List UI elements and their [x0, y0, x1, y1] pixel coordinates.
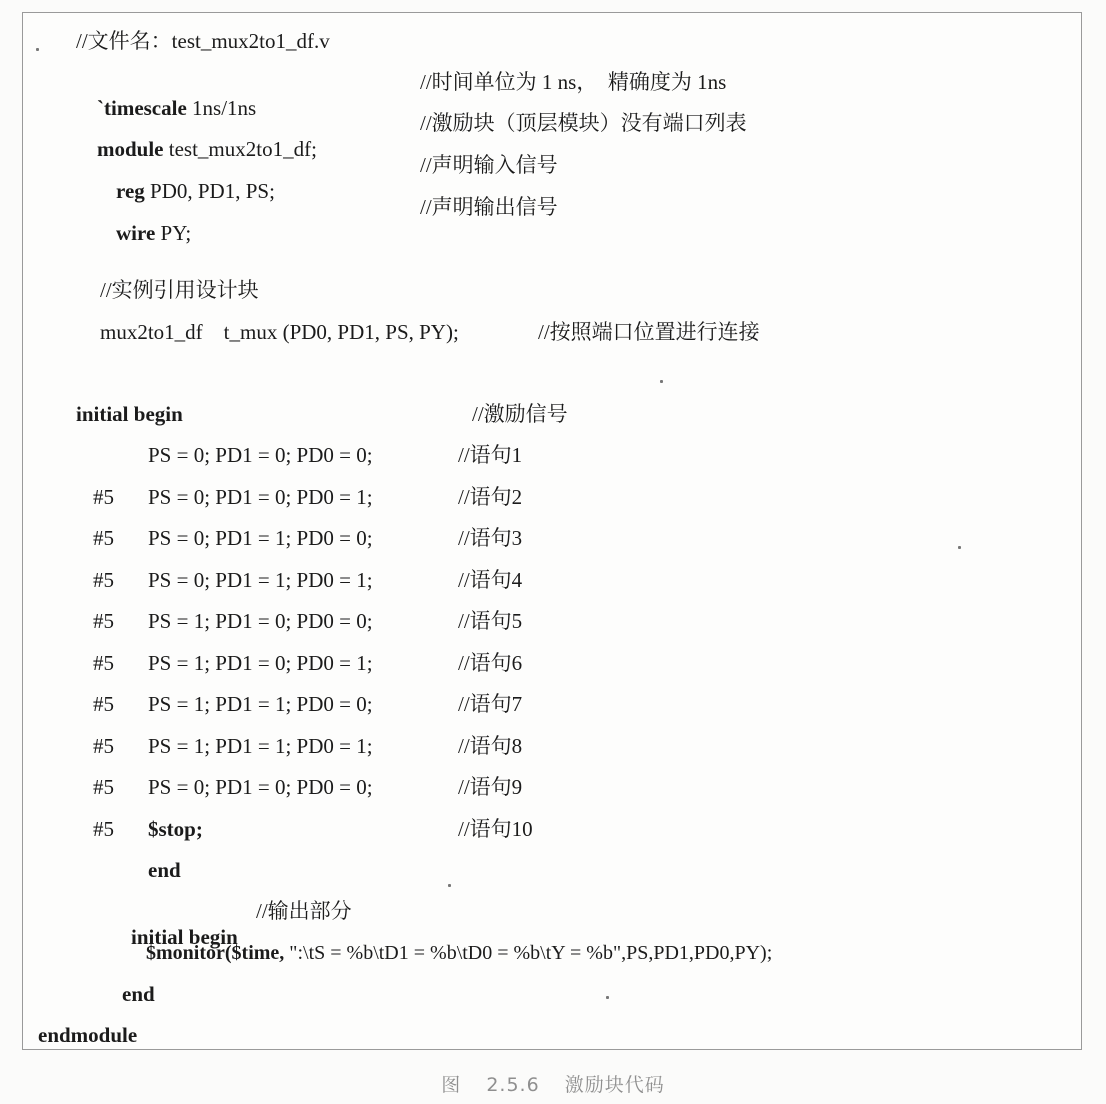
statement-comment: //语句6: [458, 651, 523, 675]
end-stimulus-block: end: [148, 858, 181, 882]
statement-delay: #5: [93, 775, 114, 799]
statement-delay: #5: [93, 734, 114, 758]
module-comment: //激励块（顶层模块）没有端口列表: [420, 111, 747, 135]
statement-code: PS = 1; PD1 = 0; PD0 = 0;: [148, 609, 373, 633]
statement-comment: //语句3: [458, 526, 523, 550]
wire-declaration-line: [95, 194, 191, 272]
statement-delay: #5: [93, 485, 114, 509]
statement-code: PS = 1; PD1 = 0; PD0 = 1;: [148, 651, 373, 675]
scan-speck: [36, 48, 39, 51]
figure-caption: 图 2.5.6 激励块代码: [441, 1074, 665, 1096]
reg-keyword: reg: [116, 179, 145, 203]
statement-code: PS = 1; PD1 = 1; PD0 = 0;: [148, 692, 373, 716]
statement-comment: //语句10: [458, 817, 533, 841]
statement-code: PS = 0; PD1 = 0; PD0 = 1;: [148, 485, 373, 509]
scan-speck: [606, 996, 609, 999]
file-name-comment: //文件名：test_mux2to1_df.v: [76, 29, 330, 53]
statement-comment: //语句4: [458, 568, 523, 592]
statement-code: PS = 0; PD1 = 1; PD0 = 0;: [148, 526, 373, 550]
timescale-value: 1ns/1ns: [192, 96, 257, 120]
statement-comment: //语句2: [458, 485, 523, 509]
module-keyword: module: [97, 137, 164, 161]
reg-comment: //声明输入信号: [420, 153, 558, 177]
scan-speck: [660, 380, 663, 383]
stimulus-comment: //激励信号: [472, 402, 568, 426]
scan-speck: [448, 884, 451, 887]
wire-declaration: PY;: [160, 221, 192, 245]
statement-delay: #5: [93, 651, 114, 675]
statement-comment: //语句1: [458, 443, 523, 467]
instance-statement-comment: //按照端口位置进行连接: [538, 320, 760, 344]
timescale-keyword: `timescale: [97, 96, 187, 120]
statement-code: PS = 0; PD1 = 0; PD0 = 0;: [148, 443, 373, 467]
output-comment: //输出部分: [256, 899, 352, 923]
reg-declaration: PD0, PD1, PS;: [150, 179, 275, 203]
wire-keyword: wire: [116, 221, 156, 245]
statement-code: PS = 0; PD1 = 0; PD0 = 0;: [148, 775, 373, 799]
statement-comment: //语句7: [458, 692, 523, 716]
monitor-keyword: $monitor($time,: [146, 942, 285, 964]
timescale-comment: //时间单位为 1 ns， 精确度为 1ns: [420, 70, 727, 94]
monitor-arguments: ":\tS = %b\tD1 = %b\tD0 = %b\tY = %b",PS,PD1,PD0,PY);: [284, 942, 773, 964]
endmodule-keyword: endmodule: [38, 1023, 138, 1047]
statement-delay: #5: [93, 568, 114, 592]
scan-speck: [958, 546, 961, 549]
statement-code: PS = 0; PD1 = 1; PD0 = 1;: [148, 568, 373, 592]
initial-begin-output: initial begin: [131, 925, 238, 949]
statement-delay: #5: [93, 609, 114, 633]
statement-delay: #5: [93, 817, 114, 841]
wire-comment: //声明输出信号: [420, 195, 558, 219]
module-name: test_mux2to1_df;: [168, 137, 317, 161]
statement-code: PS = 1; PD1 = 1; PD0 = 1;: [148, 734, 373, 758]
statement-comment: //语句5: [458, 609, 523, 633]
statement-delay: #5: [93, 692, 114, 716]
instance-statement: mux2to1_df t_mux (PD0, PD1, PS, PY);: [100, 320, 459, 344]
initial-begin-stimulus: initial begin: [76, 402, 183, 426]
monitor-statement: [146, 940, 772, 966]
instance-comment: //实例引用设计块: [100, 278, 259, 302]
statement-code: $stop;: [148, 817, 203, 841]
statement-comment: //语句8: [458, 734, 523, 758]
statement-delay: #5: [93, 526, 114, 550]
statement-comment: //语句9: [458, 775, 523, 799]
end-output-block: end: [122, 982, 155, 1006]
